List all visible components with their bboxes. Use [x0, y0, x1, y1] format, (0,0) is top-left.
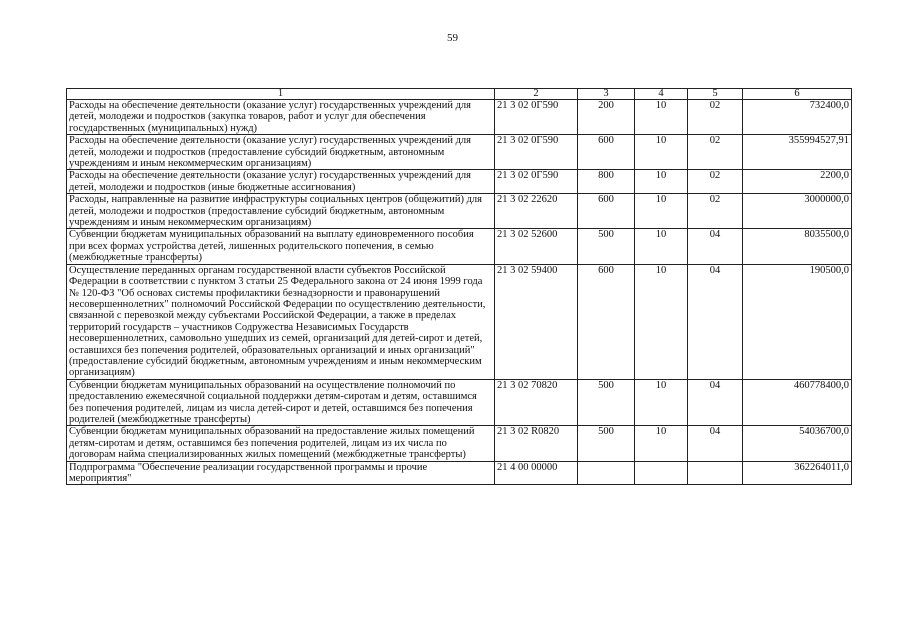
table-row [67, 461, 852, 485]
header-col-1: 1 [67, 89, 495, 100]
row-code: 21 3 02 0Г590 [495, 170, 578, 194]
row-section: 10 [635, 170, 688, 194]
row-expense-type: 500 [578, 229, 635, 264]
row-code: 21 3 02 52600 [495, 229, 578, 264]
row-description: Субвенции бюджетам муниципальных образований на выплату единовременного пособия при всех формах устройства детей, лишенных родительского попечения, в семью (межбюджетные трансферты) [67, 229, 495, 264]
header-col-6: 6 [743, 89, 852, 100]
row-code: 21 3 02 22620 [495, 194, 578, 229]
row-code: 21 3 02 0Г590 [495, 135, 578, 170]
row-section: 10 [635, 100, 688, 135]
row-amount: 362264011,0 [743, 461, 852, 485]
row-expense-type: 800 [578, 170, 635, 194]
row-subsection [688, 461, 743, 485]
row-section: 10 [635, 229, 688, 264]
row-description: Субвенции бюджетам муниципальных образований на осуществление полномочий по предоставлению ежемесячной социальной поддержки детям-сиротам и детям, оставшимся без попечения родителей, лицам из числа детей-сирот и детей, оставшимся без попечения родителей (межбюджетные трансферты) [67, 379, 495, 426]
table-header [67, 89, 852, 100]
row-amount: 2200,0 [743, 170, 852, 194]
row-description: Субвенции бюджетам муниципальных образований на предоставление жилых помещений детям-сиротам и детям, оставшимся без попечения родителей, лицам из их числа по договорам найма специализированных жилых помещений (межбюджетные трансферты) [67, 426, 495, 461]
row-code: 21 3 02 0Г590 [495, 100, 578, 135]
table-row [67, 170, 852, 194]
row-expense-type: 600 [578, 135, 635, 170]
row-amount: 8035500,0 [743, 229, 852, 264]
row-expense-type: 600 [578, 194, 635, 229]
row-section [635, 461, 688, 485]
row-code: 21 4 00 00000 [495, 461, 578, 485]
row-expense-type: 500 [578, 379, 635, 426]
row-description: Осуществление переданных органам государственной власти субъектов Российской Федерации в соответствии с пунктом 3 статьи 25 Федерального закона от 24 июня 1999 года № 120-ФЗ "Об основах системы профилактики безнадзорности и правонарушений несовершеннолетних" полномочий Российской Федерации по осуществлению деятельности, связанной с перевозкой между субъектами Российской Федерации, а также в пределах территорий государств – участников Содружества Независимых Государств несовершеннолетних, самовольно ушедших из семей, организаций для детей-сирот и детей, оставшихся без попечения родителей, образовательных организаций и иных организаций" (предоставление субсидий бюджетным, автономным учреждениям и иным некоммерческим организациям) [67, 264, 495, 379]
table-row [67, 135, 852, 170]
row-subsection: 02 [688, 100, 743, 135]
row-code: 21 3 02 R0820 [495, 426, 578, 461]
row-subsection: 04 [688, 426, 743, 461]
table-row [67, 194, 852, 229]
table-row [67, 100, 852, 135]
row-section: 10 [635, 194, 688, 229]
row-description: Расходы, направленные на развитие инфраструктуры социальных центров (общежитий) для детей, молодежи и подростков (предоставление субсидий бюджетным, автономным учреждениям и иным некоммерческим организациям) [67, 194, 495, 229]
row-section: 10 [635, 426, 688, 461]
row-subsection: 04 [688, 264, 743, 379]
row-amount: 3000000,0 [743, 194, 852, 229]
table-row [67, 229, 852, 264]
row-subsection: 04 [688, 229, 743, 264]
row-expense-type: 500 [578, 426, 635, 461]
budget-table [66, 88, 852, 485]
row-section: 10 [635, 264, 688, 379]
row-subsection: 02 [688, 135, 743, 170]
header-col-3: 3 [578, 89, 635, 100]
row-amount: 54036700,0 [743, 426, 852, 461]
row-expense-type: 200 [578, 100, 635, 135]
row-amount: 190500,0 [743, 264, 852, 379]
row-amount: 460778400,0 [743, 379, 852, 426]
row-subsection: 02 [688, 194, 743, 229]
row-section: 10 [635, 135, 688, 170]
table-row [67, 379, 852, 426]
row-subsection: 02 [688, 170, 743, 194]
row-code: 21 3 02 59400 [495, 264, 578, 379]
row-expense-type [578, 461, 635, 485]
row-expense-type: 600 [578, 264, 635, 379]
row-description: Подпрограмма "Обеспечение реализации государственной программы и прочие мероприятия" [67, 461, 495, 485]
header-col-4: 4 [635, 89, 688, 100]
row-section: 10 [635, 379, 688, 426]
row-code: 21 3 02 70820 [495, 379, 578, 426]
row-amount: 355994527,91 [743, 135, 852, 170]
table-row [67, 426, 852, 461]
row-amount: 732400,0 [743, 100, 852, 135]
table-row [67, 264, 852, 379]
row-description: Расходы на обеспечение деятельности (оказание услуг) государственных учреждений для детей, молодежи и подростков (предоставление субсидий бюджетным, автономным учреждениям и иным некоммерческим организациям) [67, 135, 495, 170]
row-subsection: 04 [688, 379, 743, 426]
header-col-2: 2 [495, 89, 578, 100]
header-col-5: 5 [688, 89, 743, 100]
row-description: Расходы на обеспечение деятельности (оказание услуг) государственных учреждений для детей, молодежи и подростков (закупка товаров, работ и услуг для обеспечения государственных (муниципальных) нужд) [67, 100, 495, 135]
page-number: 59 [447, 32, 458, 44]
row-description: Расходы на обеспечение деятельности (оказание услуг) государственных учреждений для детей, молодежи и подростков (иные бюджетные ассигнования) [67, 170, 495, 194]
